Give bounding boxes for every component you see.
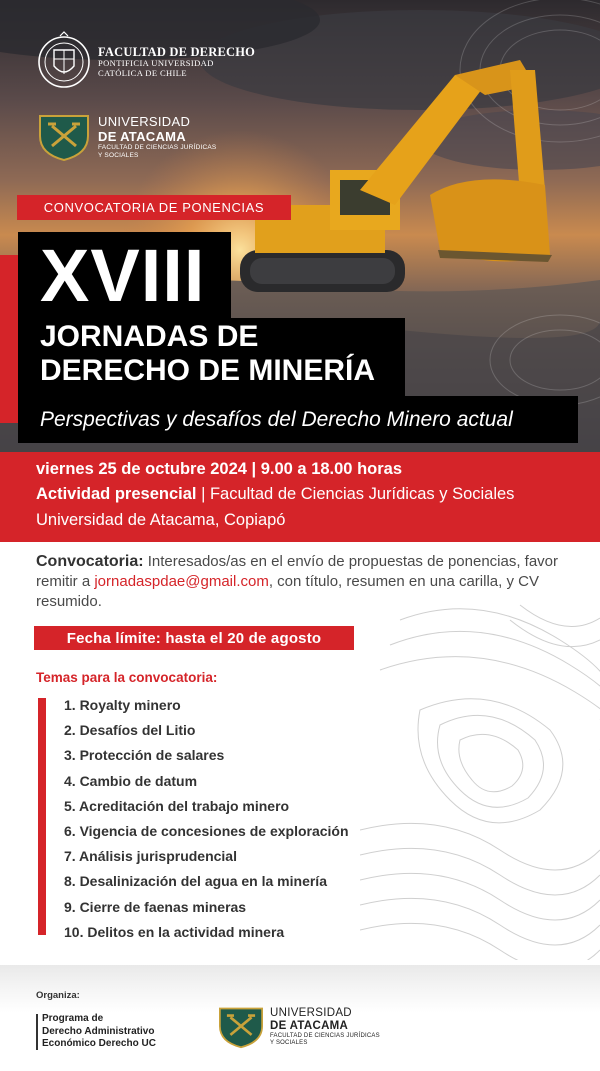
ua-name-line1: UNIVERSIDAD — [98, 113, 191, 129]
topic-item: 2. Desafíos del Litio — [64, 722, 196, 739]
footer-ua-name-line1: UNIVERSIDAD — [270, 1006, 352, 1019]
event-date-time: viernes 25 de octubre 2024 | 9.00 a 18.00 horas — [36, 460, 402, 478]
topic-item: 10. Delitos en la actividad minera — [64, 923, 285, 940]
organizer-line1: Programa de — [42, 1013, 104, 1024]
call-label: Convocatoria: — [36, 553, 144, 570]
organizer-name — [42, 1013, 156, 1051]
call-for-papers-tag: CONVOCATORIA DE PONENCIAS — [17, 195, 291, 220]
hero-banner — [0, 0, 600, 452]
organizer-line2: Derecho Administrativo — [42, 1025, 155, 1037]
topic-item: 8. Desalinización del agua en la minería — [64, 873, 327, 890]
event-title-line2: DERECHO DE MINERÍA — [40, 354, 376, 387]
uc-university-line2: CATÓLICA DE CHILE — [98, 68, 187, 79]
topics-heading: Temas para la convocatoria: — [36, 670, 218, 685]
event-venue-university: Universidad de Atacama, Copiapó — [36, 511, 286, 529]
uc-faculty-name: FACULTAD DE DERECHO — [98, 45, 256, 60]
topic-item: 1. Royalty minero — [64, 697, 181, 713]
footer-ua-name-line2: DE ATACAMA — [270, 1020, 349, 1033]
uc-university-line1: PONTIFICIA UNIVERSIDAD — [98, 58, 214, 69]
contact-email-link[interactable]: jornadaspdae@gmail.com — [94, 573, 269, 590]
ua-logo — [38, 112, 216, 162]
topic-item: 4. Cambio de datum — [64, 772, 198, 789]
topic-item: 9. Cierre de faenas mineras — [64, 898, 247, 915]
organizer-line3: Económico Derecho UC — [42, 1038, 156, 1049]
footer-ua-faculty-line1: FACULTAD DE CIENCIAS JURÍDICAS — [270, 1033, 380, 1040]
title-accent-bar — [0, 255, 20, 423]
ua-shield-icon — [38, 112, 90, 162]
call-text-part1: Interesados/as en el envío de propuestas de ponencias, favor remitir a — [36, 553, 559, 590]
topographic-contour-graphic — [360, 600, 600, 960]
event-venue-faculty: Facultad de Ciencias Jurídicas y Sociales — [209, 485, 515, 503]
event-modality-venue — [36, 485, 514, 504]
topics-accent-bar — [38, 698, 46, 935]
edition-number: XVIII — [40, 234, 206, 317]
separator: | — [196, 485, 210, 503]
call-description — [36, 552, 576, 612]
deadline-badge: Fecha límite: hasta el 20 de agosto — [34, 626, 354, 650]
footer-ua-faculty-line2: Y SOCIALES — [270, 1040, 308, 1047]
ua-faculty-line1: FACULTAD DE CIENCIAS JURÍDICAS — [98, 144, 217, 152]
footer-ua-logo — [218, 1005, 380, 1049]
topic-item: 6. Vigencia de concesiones de exploración — [64, 822, 349, 839]
event-modality: Actividad presencial — [36, 485, 197, 503]
uc-crest-icon — [38, 30, 90, 94]
topic-item: 7. Análisis jurisprudencial — [64, 848, 237, 865]
call-text-part2: , con título, resumen en una carilla, y CV resumido. — [36, 573, 539, 610]
organizer-divider — [36, 1014, 38, 1050]
event-title-line1: JORNADAS DE — [40, 320, 259, 353]
event-subtitle: Perspectivas y desafíos del Derecho Minero actual — [40, 408, 513, 431]
topic-item: 5. Acreditación del trabajo minero — [64, 797, 290, 814]
ua-shield-icon — [218, 1005, 264, 1049]
ua-faculty-line2: Y SOCIALES — [98, 151, 139, 159]
ua-name-line2: DE ATACAMA — [98, 128, 186, 144]
topic-item: 3. Protección de salares — [64, 747, 225, 764]
topics-list — [64, 694, 349, 946]
event-info-band — [0, 452, 600, 542]
uc-logo — [38, 30, 255, 94]
organizer-label: Organiza: — [36, 990, 80, 1001]
